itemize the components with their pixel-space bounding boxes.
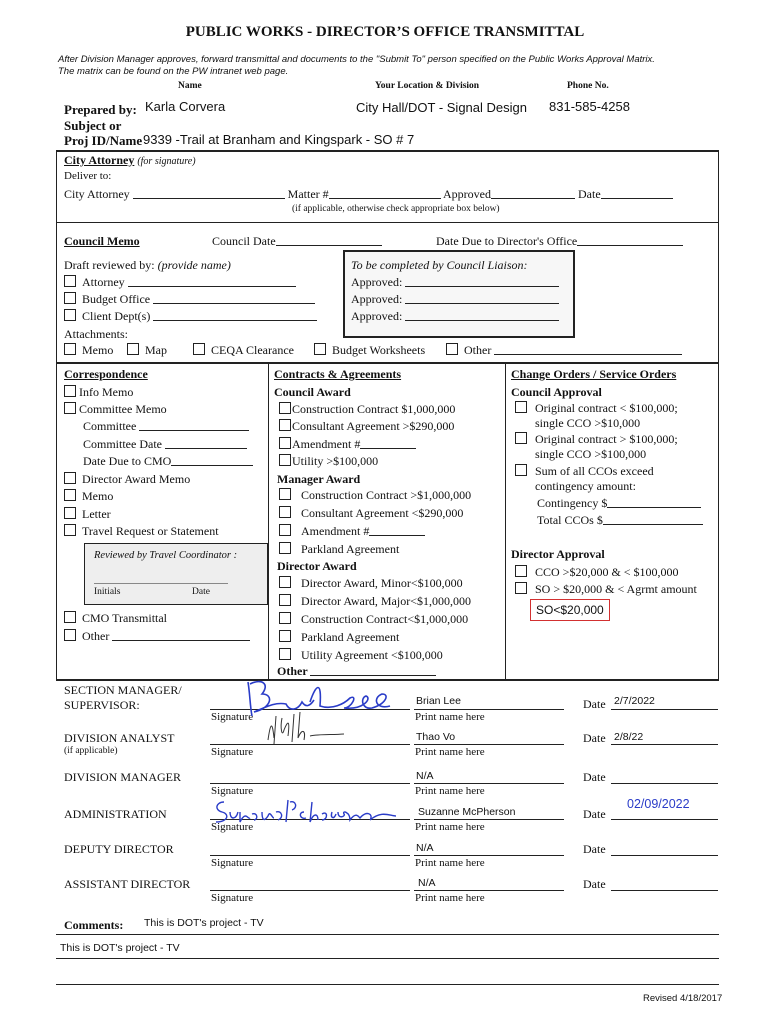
prepared-by-name[interactable]: Karla Corvera bbox=[145, 99, 226, 114]
dir-item-2 bbox=[515, 582, 697, 597]
cc-item-3-checkbox[interactable] bbox=[279, 437, 291, 449]
council-award-heading: Council Award bbox=[274, 385, 351, 399]
co-item-2-line-1: Original contract > $100,000; bbox=[535, 432, 678, 446]
instructions-line-1: After Division Manager approves, forward transmittal and documents to the "Submit To" person specified on the Public Works Approval Matrix. bbox=[58, 54, 655, 65]
sig-role-1a: SECTION MANAGER/ bbox=[64, 683, 182, 697]
contracts-other-label: Other bbox=[277, 664, 308, 678]
date-label-6: Date bbox=[583, 877, 606, 891]
cmo-date-row bbox=[83, 454, 253, 469]
matter-label: Matter # bbox=[287, 187, 329, 201]
city-attorney-note: (for signature) bbox=[137, 156, 196, 167]
da-item-1-checkbox[interactable] bbox=[279, 576, 291, 588]
liaison-approved-3-label: Approved: bbox=[351, 309, 403, 323]
travel-reviewed-label: Reviewed by Travel Coordinator : bbox=[94, 550, 238, 561]
col-divider-2 bbox=[505, 363, 506, 679]
budget-office-label: Budget Office bbox=[82, 292, 151, 306]
da-item-1-label: Director Award, Minor<$100,000 bbox=[301, 576, 463, 590]
director-award-memo bbox=[64, 472, 190, 487]
committee-memo bbox=[64, 402, 167, 417]
ma-item-4 bbox=[279, 542, 399, 557]
attach-other-checkbox[interactable] bbox=[446, 343, 458, 355]
liaison-approved-2-label: Approved: bbox=[351, 292, 403, 306]
liaison-approved-1 bbox=[351, 275, 559, 290]
attach-map bbox=[127, 343, 167, 358]
col-divider-1 bbox=[268, 363, 269, 679]
director-award-memo-checkbox[interactable] bbox=[64, 472, 76, 484]
budget-office-blank[interactable] bbox=[153, 292, 315, 304]
due-date-label: Date Due to Director's Office bbox=[436, 234, 578, 248]
attach-other-blank[interactable] bbox=[494, 343, 682, 355]
comments-line-3 bbox=[56, 984, 719, 985]
subject-label-1: Subject or bbox=[64, 118, 122, 133]
co-item-1-line-1: Original contract < $100,000; bbox=[535, 401, 678, 415]
date-label-2: Date bbox=[583, 731, 606, 745]
date-label-1: Date bbox=[583, 697, 606, 711]
draft-item-client bbox=[64, 309, 317, 324]
committee-date-row bbox=[83, 437, 247, 452]
sig-role-6a: ASSISTANT DIRECTOR bbox=[64, 877, 191, 891]
cc-item-2-label: Consultant Agreement >$290,000 bbox=[292, 419, 455, 433]
committee-label: Committee bbox=[83, 419, 137, 433]
co-item-2-checkbox[interactable] bbox=[515, 432, 527, 444]
liaison-approved-1-label: Approved: bbox=[351, 275, 403, 289]
deliver-to: Deliver to: bbox=[64, 170, 112, 182]
liaison-approved-3-blank[interactable] bbox=[405, 309, 559, 321]
committee-memo-label: Committee Memo bbox=[79, 402, 167, 416]
travel-label: Travel Request or Statement bbox=[82, 524, 219, 538]
dir-item-1 bbox=[515, 565, 679, 580]
divider-1 bbox=[56, 222, 719, 223]
letter-item bbox=[64, 507, 111, 522]
ma-item-3 bbox=[279, 524, 425, 539]
city-attorney-header bbox=[64, 153, 196, 168]
co-item-2 bbox=[515, 432, 678, 447]
contingency-row bbox=[537, 496, 701, 511]
dir-item-2-label: SO > $20,000 & < Agrmt amount bbox=[535, 582, 697, 596]
co-item-3-line-1: Sum of all CCOs exceed bbox=[535, 464, 654, 478]
attach-budget-label: Budget Worksheets bbox=[332, 343, 426, 357]
da-item-2-checkbox[interactable] bbox=[279, 594, 291, 606]
city-attorney-footnote: (if applicable, otherwise check appropriate box below) bbox=[292, 204, 500, 214]
frame-left bbox=[56, 150, 57, 680]
cmo-date-label: Date Due to CMO bbox=[83, 454, 172, 468]
ma-item-1-label: Construction Contract >$1,000,000 bbox=[301, 488, 472, 502]
director-award-memo-label: Director Award Memo bbox=[82, 472, 191, 486]
attach-memo bbox=[64, 343, 113, 358]
attach-map-checkbox[interactable] bbox=[127, 343, 139, 355]
prepared-by-phone[interactable]: 831-585-4258 bbox=[549, 99, 630, 114]
cc-amendment-blank[interactable] bbox=[360, 437, 416, 449]
sig-role-2b: (if applicable) bbox=[64, 746, 118, 756]
director-approval-heading: Director Approval bbox=[511, 547, 605, 561]
attach-other-label: Other bbox=[464, 343, 492, 357]
approved-blank[interactable] bbox=[491, 187, 575, 199]
date-line-4 bbox=[611, 819, 718, 820]
signature-thao-vo bbox=[260, 708, 350, 750]
print-label-4: Print name here bbox=[415, 821, 485, 833]
cmo-transmittal-checkbox[interactable] bbox=[64, 611, 76, 623]
change-orders-heading: Change Orders / Service Orders bbox=[511, 367, 677, 381]
prepared-by-location[interactable]: City Hall/DOT - Signal Design bbox=[356, 100, 527, 115]
print-line-1 bbox=[414, 709, 564, 710]
approved-label: Approved bbox=[443, 187, 492, 201]
sig-role-5a: DEPUTY DIRECTOR bbox=[64, 842, 174, 856]
sig-line-3[interactable] bbox=[210, 783, 410, 784]
contracts-heading: Contracts & Agreements bbox=[274, 367, 402, 381]
da-item-4-checkbox[interactable] bbox=[279, 630, 291, 642]
cc-item-1-label: Construction Contract $1,000,000 bbox=[292, 402, 456, 416]
attach-budget bbox=[314, 343, 425, 358]
attach-ceqa-checkbox[interactable] bbox=[193, 343, 205, 355]
print-line-5 bbox=[414, 855, 564, 856]
draft-item-attorney bbox=[64, 275, 296, 290]
total-ccos-label: Total CCOs $ bbox=[537, 513, 603, 527]
director-award-heading: Director Award bbox=[277, 559, 357, 573]
draft-note: (provide name) bbox=[157, 258, 231, 272]
co-item-3 bbox=[515, 464, 654, 479]
print-name-5[interactable]: N/A bbox=[416, 842, 434, 854]
cmo-transmittal bbox=[64, 611, 167, 626]
contingency-blank[interactable] bbox=[607, 496, 701, 508]
matter-blank[interactable] bbox=[329, 187, 441, 199]
committee-blank[interactable] bbox=[139, 419, 249, 431]
print-line-6 bbox=[414, 890, 564, 891]
travel-item bbox=[64, 524, 219, 539]
client-dept-blank[interactable] bbox=[153, 309, 317, 321]
draft-label: Draft reviewed by: bbox=[64, 258, 155, 272]
co-item-3-line-2: contingency amount: bbox=[535, 479, 636, 493]
print-label-2: Print name here bbox=[415, 746, 485, 758]
dir-item-2-checkbox[interactable] bbox=[515, 582, 527, 594]
liaison-approved-1-blank[interactable] bbox=[405, 275, 559, 287]
cc-item-1 bbox=[279, 402, 455, 417]
sig-line-6[interactable] bbox=[210, 890, 410, 891]
co-item-1-line-2: single CCO >$10,000 bbox=[535, 416, 641, 430]
city-attorney-row bbox=[64, 187, 673, 202]
city-attorney-row-label: City Attorney bbox=[64, 187, 130, 201]
col-location: Your Location & Division bbox=[375, 81, 480, 91]
col-name: Name bbox=[178, 81, 202, 91]
print-line-4 bbox=[414, 819, 564, 820]
print-name-2[interactable]: Thao Vo bbox=[416, 731, 456, 743]
attachments-label: Attachments: bbox=[64, 327, 128, 341]
page-title: PUBLIC WORKS - DIRECTOR’S OFFICE TRANSMITTAL bbox=[185, 24, 585, 40]
correspondence-heading: Correspondence bbox=[64, 367, 148, 381]
attach-memo-checkbox[interactable] bbox=[64, 343, 76, 355]
print-label-1: Print name here bbox=[415, 711, 485, 723]
corr-other-checkbox[interactable] bbox=[64, 629, 76, 641]
committee-date-blank[interactable] bbox=[165, 437, 247, 449]
date-line-3 bbox=[611, 783, 718, 784]
instructions-line-2: The matrix can be found on the PW intranet web page. bbox=[58, 66, 289, 77]
corr-other bbox=[64, 629, 250, 644]
cc-item-3 bbox=[279, 437, 416, 452]
attorney-blank[interactable] bbox=[128, 275, 296, 287]
manager-award-heading: Manager Award bbox=[277, 472, 361, 486]
cc-item-4-label: Utility >$100,000 bbox=[292, 454, 379, 468]
council-date-blank[interactable] bbox=[276, 234, 382, 246]
date-label: Date bbox=[578, 187, 601, 201]
council-approval-heading: Council Approval bbox=[511, 385, 602, 399]
print-name-6[interactable]: N/A bbox=[418, 877, 436, 889]
divider-2 bbox=[56, 362, 719, 364]
ma-item-4-checkbox[interactable] bbox=[279, 542, 291, 554]
frame-right bbox=[718, 150, 719, 680]
date-blank[interactable] bbox=[601, 187, 673, 199]
due-date-blank[interactable] bbox=[577, 234, 683, 246]
co-item-2-line-2: single CCO >$100,000 bbox=[535, 447, 647, 461]
travel-checkbox[interactable] bbox=[64, 524, 76, 536]
ma-item-3-label: Amendment # bbox=[301, 524, 370, 538]
col-phone: Phone No. bbox=[567, 81, 609, 91]
subject-value[interactable]: 9339 -Trail at Branham and Kingspark - SO # 7 bbox=[143, 132, 415, 147]
total-ccos-row bbox=[537, 513, 703, 528]
print-label-6: Print name here bbox=[415, 892, 485, 904]
so-annotation-box[interactable]: SO<$20,000 bbox=[530, 599, 610, 621]
print-label-3: Print name here bbox=[415, 785, 485, 797]
liaison-approved-2-blank[interactable] bbox=[405, 292, 559, 304]
sig-label-1: Signature bbox=[211, 711, 254, 723]
date-value-1[interactable]: 2/7/2022 bbox=[614, 695, 655, 707]
ma-item-1 bbox=[279, 488, 471, 503]
attach-other bbox=[446, 343, 682, 358]
committee-row bbox=[83, 419, 249, 434]
print-line-3 bbox=[414, 783, 564, 784]
comments-value[interactable]: This is DOT's project - TV bbox=[144, 917, 264, 929]
cc-item-3-label: Amendment # bbox=[292, 437, 361, 451]
sig-label-2: Signature bbox=[211, 746, 254, 758]
da-item-5-checkbox[interactable] bbox=[279, 648, 291, 660]
committee-memo-checkbox[interactable] bbox=[64, 402, 76, 414]
sig-role-2a: DIVISION ANALYST bbox=[64, 731, 175, 745]
date-label-3: Date bbox=[583, 770, 606, 784]
da-item-5 bbox=[279, 648, 443, 663]
comments-overflow[interactable]: This is DOT's project - TV bbox=[60, 942, 180, 954]
cc-item-2 bbox=[279, 419, 454, 434]
sig-label-5: Signature bbox=[211, 857, 254, 869]
ma-item-2-checkbox[interactable] bbox=[279, 506, 291, 518]
print-name-1[interactable]: Brian Lee bbox=[416, 695, 461, 707]
liaison-approved-3 bbox=[351, 309, 559, 324]
comments-label: Comments: bbox=[64, 918, 124, 932]
corr-other-blank[interactable] bbox=[112, 629, 250, 641]
cmo-transmittal-label: CMO Transmittal bbox=[82, 611, 168, 625]
cc-item-2-checkbox[interactable] bbox=[279, 419, 291, 431]
date-line-5 bbox=[611, 855, 718, 856]
info-memo-label: Info Memo bbox=[79, 385, 134, 399]
attach-map-label: Map bbox=[145, 343, 167, 357]
date-value-4[interactable]: 02/09/2022 bbox=[627, 797, 690, 811]
total-ccos-blank[interactable] bbox=[603, 513, 703, 525]
sig-role-4a: ADMINISTRATION bbox=[64, 807, 167, 821]
da-item-3-label: Construction Contract<$1,000,000 bbox=[301, 612, 469, 626]
council-memo-heading: Council Memo bbox=[64, 234, 140, 248]
comments-line-1 bbox=[56, 934, 719, 935]
print-name-4[interactable]: Suzanne McPherson bbox=[418, 806, 516, 818]
attach-ceqa bbox=[193, 343, 294, 358]
letter-checkbox[interactable] bbox=[64, 507, 76, 519]
frame-top bbox=[56, 150, 719, 152]
da-item-4 bbox=[279, 630, 399, 645]
signature-suzanne-mcpherson bbox=[210, 796, 410, 828]
attorney-checkbox[interactable] bbox=[64, 275, 76, 287]
cc-item-1-checkbox[interactable] bbox=[279, 402, 291, 414]
contingency-label: Contingency $ bbox=[537, 496, 608, 510]
travel-date-label: Date bbox=[192, 587, 210, 597]
committee-date-label: Committee Date bbox=[83, 437, 162, 451]
da-item-2-label: Director Award, Major<$1,000,000 bbox=[301, 594, 471, 608]
city-attorney-heading: City Attorney bbox=[64, 153, 135, 167]
city-attorney-blank[interactable] bbox=[133, 187, 285, 199]
date-label-5: Date bbox=[583, 842, 606, 856]
subject-label-2: Proj ID/Name bbox=[64, 133, 143, 148]
council-date-label: Council Date bbox=[212, 234, 276, 248]
ma-item-2 bbox=[279, 506, 463, 521]
print-label-5: Print name here bbox=[415, 857, 485, 869]
attach-ceqa-label: CEQA Clearance bbox=[211, 343, 294, 357]
da-item-2 bbox=[279, 594, 471, 609]
client-dept-checkbox[interactable] bbox=[64, 309, 76, 321]
da-item-3-checkbox[interactable] bbox=[279, 612, 291, 624]
memo-checkbox[interactable] bbox=[64, 489, 76, 501]
date-line-2 bbox=[611, 744, 718, 745]
co-item-1 bbox=[515, 401, 678, 416]
initials-label: Initials bbox=[94, 587, 121, 597]
due-date-row bbox=[436, 234, 683, 249]
comments-line-2 bbox=[56, 958, 719, 959]
ma-item-3-checkbox[interactable] bbox=[279, 524, 291, 536]
ma-item-1-checkbox[interactable] bbox=[279, 488, 291, 500]
date-line-1 bbox=[611, 709, 718, 710]
info-memo-checkbox[interactable] bbox=[64, 385, 76, 397]
attach-memo-label: Memo bbox=[82, 343, 114, 357]
sig-label-6: Signature bbox=[211, 892, 254, 904]
co-item-3-checkbox[interactable] bbox=[515, 464, 527, 476]
revised-date: Revised 4/18/2017 bbox=[643, 993, 723, 1004]
sig-role-3a: DIVISION MANAGER bbox=[64, 770, 181, 784]
ma-item-2-label: Consultant Agreement <$290,000 bbox=[301, 506, 464, 520]
liaison-approved-2 bbox=[351, 292, 559, 307]
cc-item-4-checkbox[interactable] bbox=[279, 454, 291, 466]
co-item-1-checkbox[interactable] bbox=[515, 401, 527, 413]
cmo-date-blank[interactable] bbox=[171, 454, 253, 466]
date-line-6 bbox=[611, 890, 718, 891]
letter-label: Letter bbox=[82, 507, 111, 521]
da-item-1 bbox=[279, 576, 463, 591]
print-line-2 bbox=[414, 744, 564, 745]
memo-label: Memo bbox=[82, 489, 114, 503]
initials-line[interactable] bbox=[94, 583, 228, 584]
dir-item-1-checkbox[interactable] bbox=[515, 565, 527, 577]
da-item-5-label: Utility Agreement <$100,000 bbox=[301, 648, 443, 662]
date-value-2[interactable]: 2/8/22 bbox=[614, 731, 644, 743]
print-name-3[interactable]: N/A bbox=[416, 770, 434, 782]
info-memo bbox=[64, 385, 133, 400]
attorney-label: Attorney bbox=[82, 275, 125, 289]
prepared-by-label: Prepared by: bbox=[64, 102, 137, 117]
ma-item-4-label: Parkland Agreement bbox=[301, 542, 400, 556]
sig-label-3: Signature bbox=[211, 785, 254, 797]
liaison-heading: To be completed by Council Liaison: bbox=[351, 258, 528, 272]
draft-item-budget bbox=[64, 292, 315, 307]
budget-office-checkbox[interactable] bbox=[64, 292, 76, 304]
ma-amendment-blank[interactable] bbox=[369, 524, 425, 536]
attach-budget-checkbox[interactable] bbox=[314, 343, 326, 355]
sig-line-5[interactable] bbox=[210, 855, 410, 856]
sig-role-1b: SUPERVISOR: bbox=[64, 698, 140, 712]
da-item-3 bbox=[279, 612, 468, 627]
client-dept-label: Client Dept(s) bbox=[82, 309, 151, 323]
corr-other-label: Other bbox=[82, 629, 110, 643]
date-label-4: Date bbox=[583, 807, 606, 821]
memo-item bbox=[64, 489, 113, 504]
cc-item-4 bbox=[279, 454, 378, 469]
da-item-4-label: Parkland Agreement bbox=[301, 630, 400, 644]
council-date-row bbox=[212, 234, 382, 249]
sig-label-4: Signature bbox=[211, 821, 254, 833]
draft-reviewed bbox=[64, 258, 231, 273]
dir-item-1-label: CCO >$20,000 & < $100,000 bbox=[535, 565, 679, 579]
